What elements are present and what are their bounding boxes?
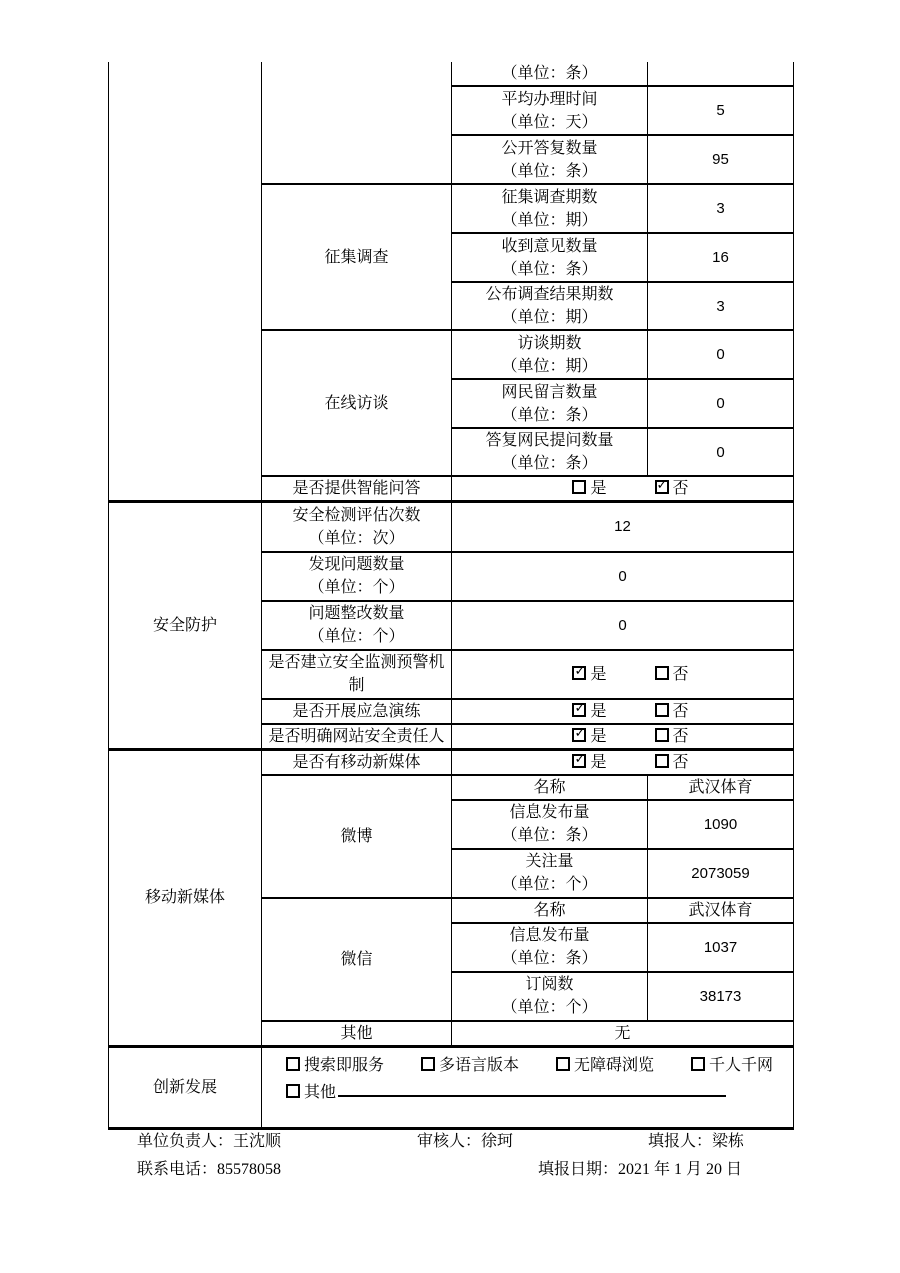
section-label-security: 安全防护 [109, 502, 262, 750]
metric-value: 武汉体育 [648, 775, 794, 800]
metric-value: 95 [648, 135, 794, 184]
yes-label: 是 [590, 753, 607, 771]
option-other [286, 1084, 336, 1101]
metric-label-cell [452, 62, 648, 86]
metric-value: 5 [648, 86, 794, 135]
metric-label-cell [452, 184, 648, 233]
metric-label-cell [452, 233, 648, 282]
metric-value: 3 [648, 184, 794, 233]
innovation-other-row [286, 1082, 773, 1104]
yes-no-cell [452, 650, 794, 699]
metric-label: 信息发布量 [509, 804, 590, 821]
yes-label: 是 [590, 702, 607, 720]
question-label: 是否明确网站安全责任人 [262, 724, 452, 750]
metric-value [648, 62, 794, 86]
fill-in-blank-line [304, 1115, 748, 1129]
table-row [109, 62, 794, 86]
metric-value: 0 [648, 330, 794, 379]
metric-label: 公布调查结果期数 [485, 286, 614, 303]
metric-value: 12 [452, 502, 794, 552]
option-no [655, 666, 689, 683]
yes-no-cell [452, 724, 794, 750]
no-label: 否 [672, 665, 689, 683]
checkbox-unchecked-icon [655, 754, 669, 768]
innovation-blank-row [286, 1113, 773, 1127]
option-yes [572, 728, 606, 745]
metric-label-cell [452, 135, 648, 184]
metric-unit: （单位：条） [501, 406, 598, 424]
reviewer: 审核人：徐珂 [417, 1133, 514, 1150]
metric-value: 0 [452, 601, 794, 650]
question-label: 是否建立安全监测预警机制 [262, 650, 452, 699]
metric-label: 名称 [452, 898, 648, 923]
metric-label-cell [452, 330, 648, 379]
option-no [655, 480, 689, 497]
metric-label: 信息发布量 [509, 927, 590, 944]
other-value: 无 [452, 1021, 794, 1047]
metric-label: 问题整改数量 [308, 605, 405, 622]
metric-label: 收到意见数量 [501, 237, 598, 255]
option-no [655, 754, 689, 771]
metric-value: 0 [648, 428, 794, 476]
table-row [109, 749, 794, 775]
metric-value: 3 [648, 282, 794, 330]
metric-unit: （单位：个） [308, 628, 405, 645]
metric-unit: （单位：天） [501, 113, 598, 131]
checkbox-unchecked-icon [572, 480, 586, 494]
subsection-label-wechat: 微信 [262, 898, 452, 1021]
option-yes [572, 480, 606, 497]
metric-unit: （单位：个） [501, 876, 598, 893]
filler: 填报人：梁栋 [648, 1133, 745, 1150]
yes-label: 是 [590, 665, 607, 683]
metric-label: 网民留言数量 [501, 383, 598, 401]
option-no [655, 703, 689, 720]
subsection-cell-carryover [262, 62, 452, 184]
filing-date: 填报日期：2021 年 1 月 20 日 [538, 1161, 743, 1178]
metric-label: 征集调查期数 [501, 188, 598, 206]
metric-label-cell [452, 379, 648, 428]
section-cell-carryover [109, 62, 262, 502]
responsible-person: 单位负责人：王沈顺 [137, 1133, 282, 1150]
metric-label-cell [452, 972, 648, 1021]
metric-label-cell [452, 282, 648, 330]
metric-label: 平均办理时间 [501, 90, 598, 108]
option-search-service [286, 1055, 384, 1077]
metric-label-cell [262, 502, 452, 552]
option-yes [572, 703, 606, 720]
metric-unit: （单位：个） [308, 579, 405, 596]
no-label: 否 [672, 753, 689, 771]
checkbox-checked-icon [655, 480, 669, 494]
metric-unit: （单位：条） [501, 162, 598, 180]
no-label: 否 [672, 480, 689, 497]
question-label: 是否提供智能问答 [262, 476, 452, 502]
metric-value: 武汉体育 [648, 898, 794, 923]
no-label: 否 [672, 727, 689, 745]
checkbox-unchecked-icon [556, 1057, 570, 1071]
metric-value: 2073059 [648, 849, 794, 898]
metric-value: 38173 [648, 972, 794, 1021]
metric-unit: （单位：条） [501, 65, 598, 82]
checkbox-checked-icon [572, 703, 586, 717]
checkbox-unchecked-icon [286, 1057, 300, 1071]
metric-label-cell [452, 428, 648, 476]
no-label: 否 [672, 702, 689, 720]
subsection-label-interview: 在线访谈 [262, 330, 452, 476]
option-label: 其他 [304, 1083, 337, 1101]
metric-label: 名称 [452, 775, 648, 800]
metric-label: 访谈期数 [517, 334, 582, 352]
metric-unit: （单位：条） [501, 950, 598, 967]
checkbox-unchecked-icon [691, 1057, 705, 1071]
metric-label-cell [262, 552, 452, 601]
checkbox-checked-icon [572, 666, 586, 680]
metric-label: 答复网民提问数量 [485, 432, 614, 449]
option-yes [572, 666, 606, 683]
checkbox-unchecked-icon [655, 703, 669, 717]
yes-label: 是 [590, 480, 607, 497]
question-label: 是否有移动新媒体 [262, 749, 452, 775]
metric-unit: （单位：次） [308, 529, 405, 547]
option-label: 千人千网 [708, 1056, 773, 1074]
option-multilingual [421, 1055, 519, 1077]
metric-label-cell [452, 86, 648, 135]
metric-unit: （单位：期） [501, 309, 598, 326]
innovation-options-cell [262, 1046, 794, 1128]
metric-value: 1090 [648, 800, 794, 849]
metric-label: 公开答复数量 [501, 139, 598, 157]
table-row [109, 502, 794, 552]
metric-label: 安全检测评估次数 [292, 506, 421, 524]
metric-label-cell [452, 849, 648, 898]
metric-label-cell [262, 601, 452, 650]
section-label-mobile-media: 移动新媒体 [109, 749, 262, 1046]
metric-value: 0 [648, 379, 794, 428]
metric-unit: （单位：条） [501, 827, 598, 844]
subsection-label-survey: 征集调查 [262, 184, 452, 330]
yes-no-cell [452, 749, 794, 775]
metric-unit: （单位：条） [501, 260, 598, 278]
yes-no-cell [452, 476, 794, 502]
option-personalized [691, 1055, 773, 1077]
yes-label: 是 [590, 727, 607, 745]
option-label: 多语言版本 [438, 1056, 519, 1074]
option-label: 无障碍浏览 [573, 1056, 654, 1074]
other-label: 其他 [262, 1021, 452, 1047]
section-label-innovation: 创新发展 [109, 1046, 262, 1128]
checkbox-unchecked-icon [655, 666, 669, 680]
subsection-label-weibo: 微博 [262, 775, 452, 898]
metric-label: 关注量 [525, 853, 574, 870]
option-no [655, 728, 689, 745]
metric-label: 发现问题数量 [308, 556, 405, 573]
metric-unit: （单位：条） [501, 455, 598, 472]
checkbox-checked-icon [572, 754, 586, 768]
table-row [109, 1046, 794, 1128]
metric-unit: （单位：个） [501, 999, 598, 1016]
metric-unit: （单位：期） [501, 211, 598, 229]
metric-value: 16 [648, 233, 794, 282]
innovation-option-row [286, 1055, 773, 1077]
metric-value: 1037 [648, 923, 794, 972]
annual-report-table [108, 62, 794, 1130]
metric-label-cell [452, 923, 648, 972]
fill-in-blank-line [338, 1083, 726, 1097]
yes-no-cell [452, 699, 794, 724]
checkbox-unchecked-icon [655, 728, 669, 742]
question-label: 是否开展应急演练 [262, 699, 452, 724]
contact-phone: 联系电话：85578058 [137, 1161, 282, 1178]
checkbox-checked-icon [572, 728, 586, 742]
metric-label: 订阅数 [525, 976, 574, 993]
metric-value: 0 [452, 552, 794, 601]
option-yes [572, 754, 606, 771]
metric-label-cell [452, 800, 648, 849]
option-label: 搜索即服务 [304, 1056, 385, 1074]
checkbox-unchecked-icon [286, 1084, 300, 1098]
checkbox-unchecked-icon [421, 1057, 435, 1071]
metric-unit: （单位：期） [501, 357, 598, 375]
option-accessibility [556, 1055, 654, 1077]
